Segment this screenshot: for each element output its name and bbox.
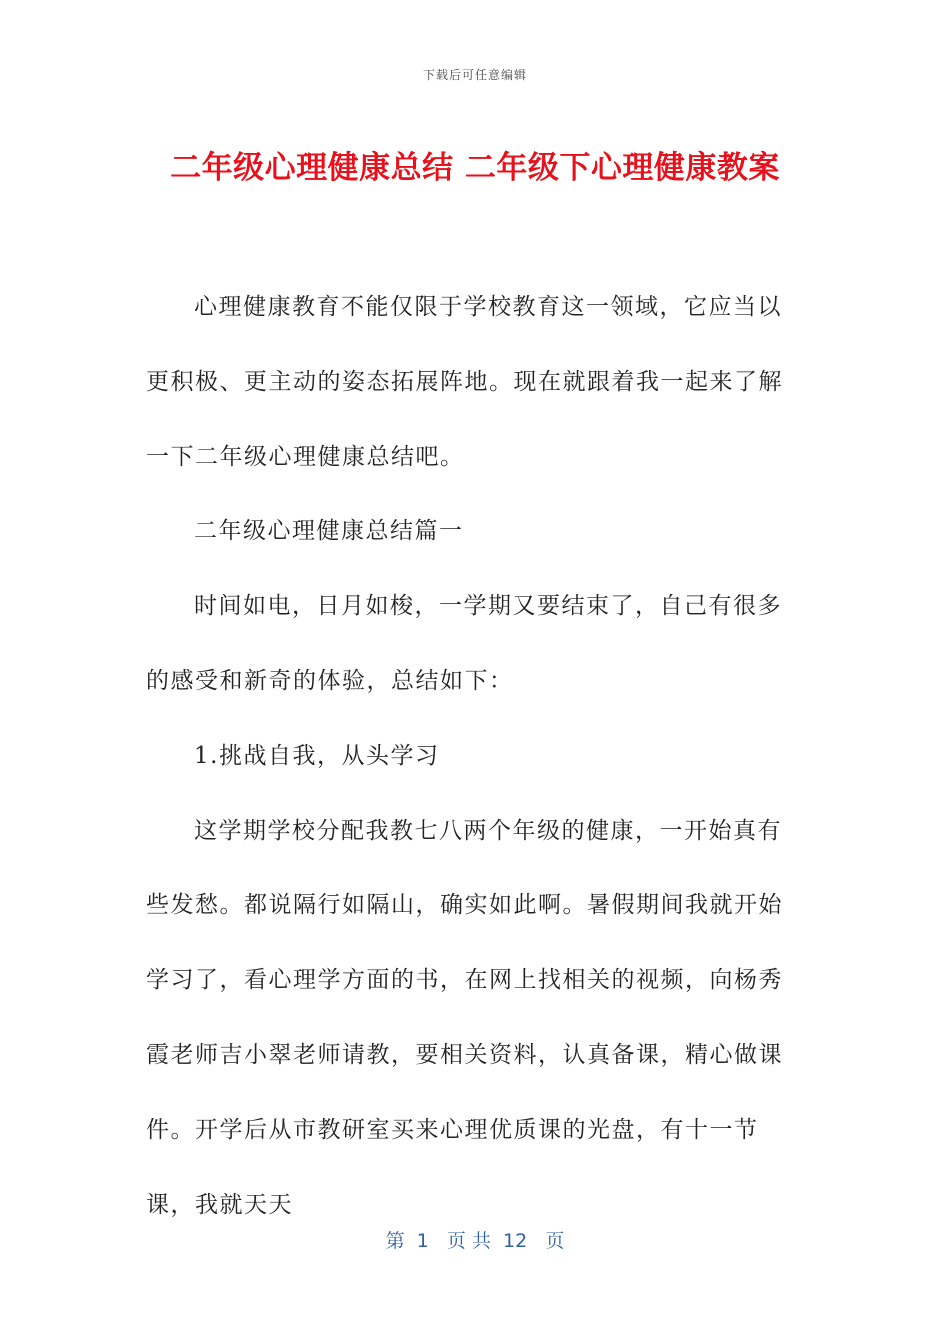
paragraph-body: 这学期学校分配我教七八两个年级的健康，一开始真有些发愁。都说隔行如隔山，确实如此啊。暑假期间我就开始学习了，看心理学方面的书，在网上找相关的视频，向杨秀霞老师吉小翠老师请教，要相关资料，认真备课，精心做课件。开学后从市教研室买来心理优质课的光盘，有十一节课，我就天天 bbox=[146, 817, 783, 1218]
page-number-footer: 第 1 页 共 12 页 bbox=[385, 1230, 565, 1252]
section-heading: 二年级心理健康总结篇一 bbox=[194, 518, 464, 545]
document-body bbox=[146, 270, 796, 1242]
header-note: 下载后可任意编辑 bbox=[422, 68, 527, 82]
numbered-subheading: 1.挑战自我，从头学习 bbox=[194, 742, 440, 769]
document-title: 二年级心理健康总结 二年级下心理健康教案 bbox=[170, 150, 780, 186]
paragraph-opening: 时间如电，日月如梭，一学期又要结束了，自己有很多的感受和新奇的体验，总结如下： bbox=[146, 593, 782, 694]
paragraph-intro: 心理健康教育不能仅限于学校教育这一领域，它应当以更积极、更主动的姿态拓展阵地。现在就跟着我一起来了解一下二年级心理健康总结吧。 bbox=[146, 294, 783, 470]
